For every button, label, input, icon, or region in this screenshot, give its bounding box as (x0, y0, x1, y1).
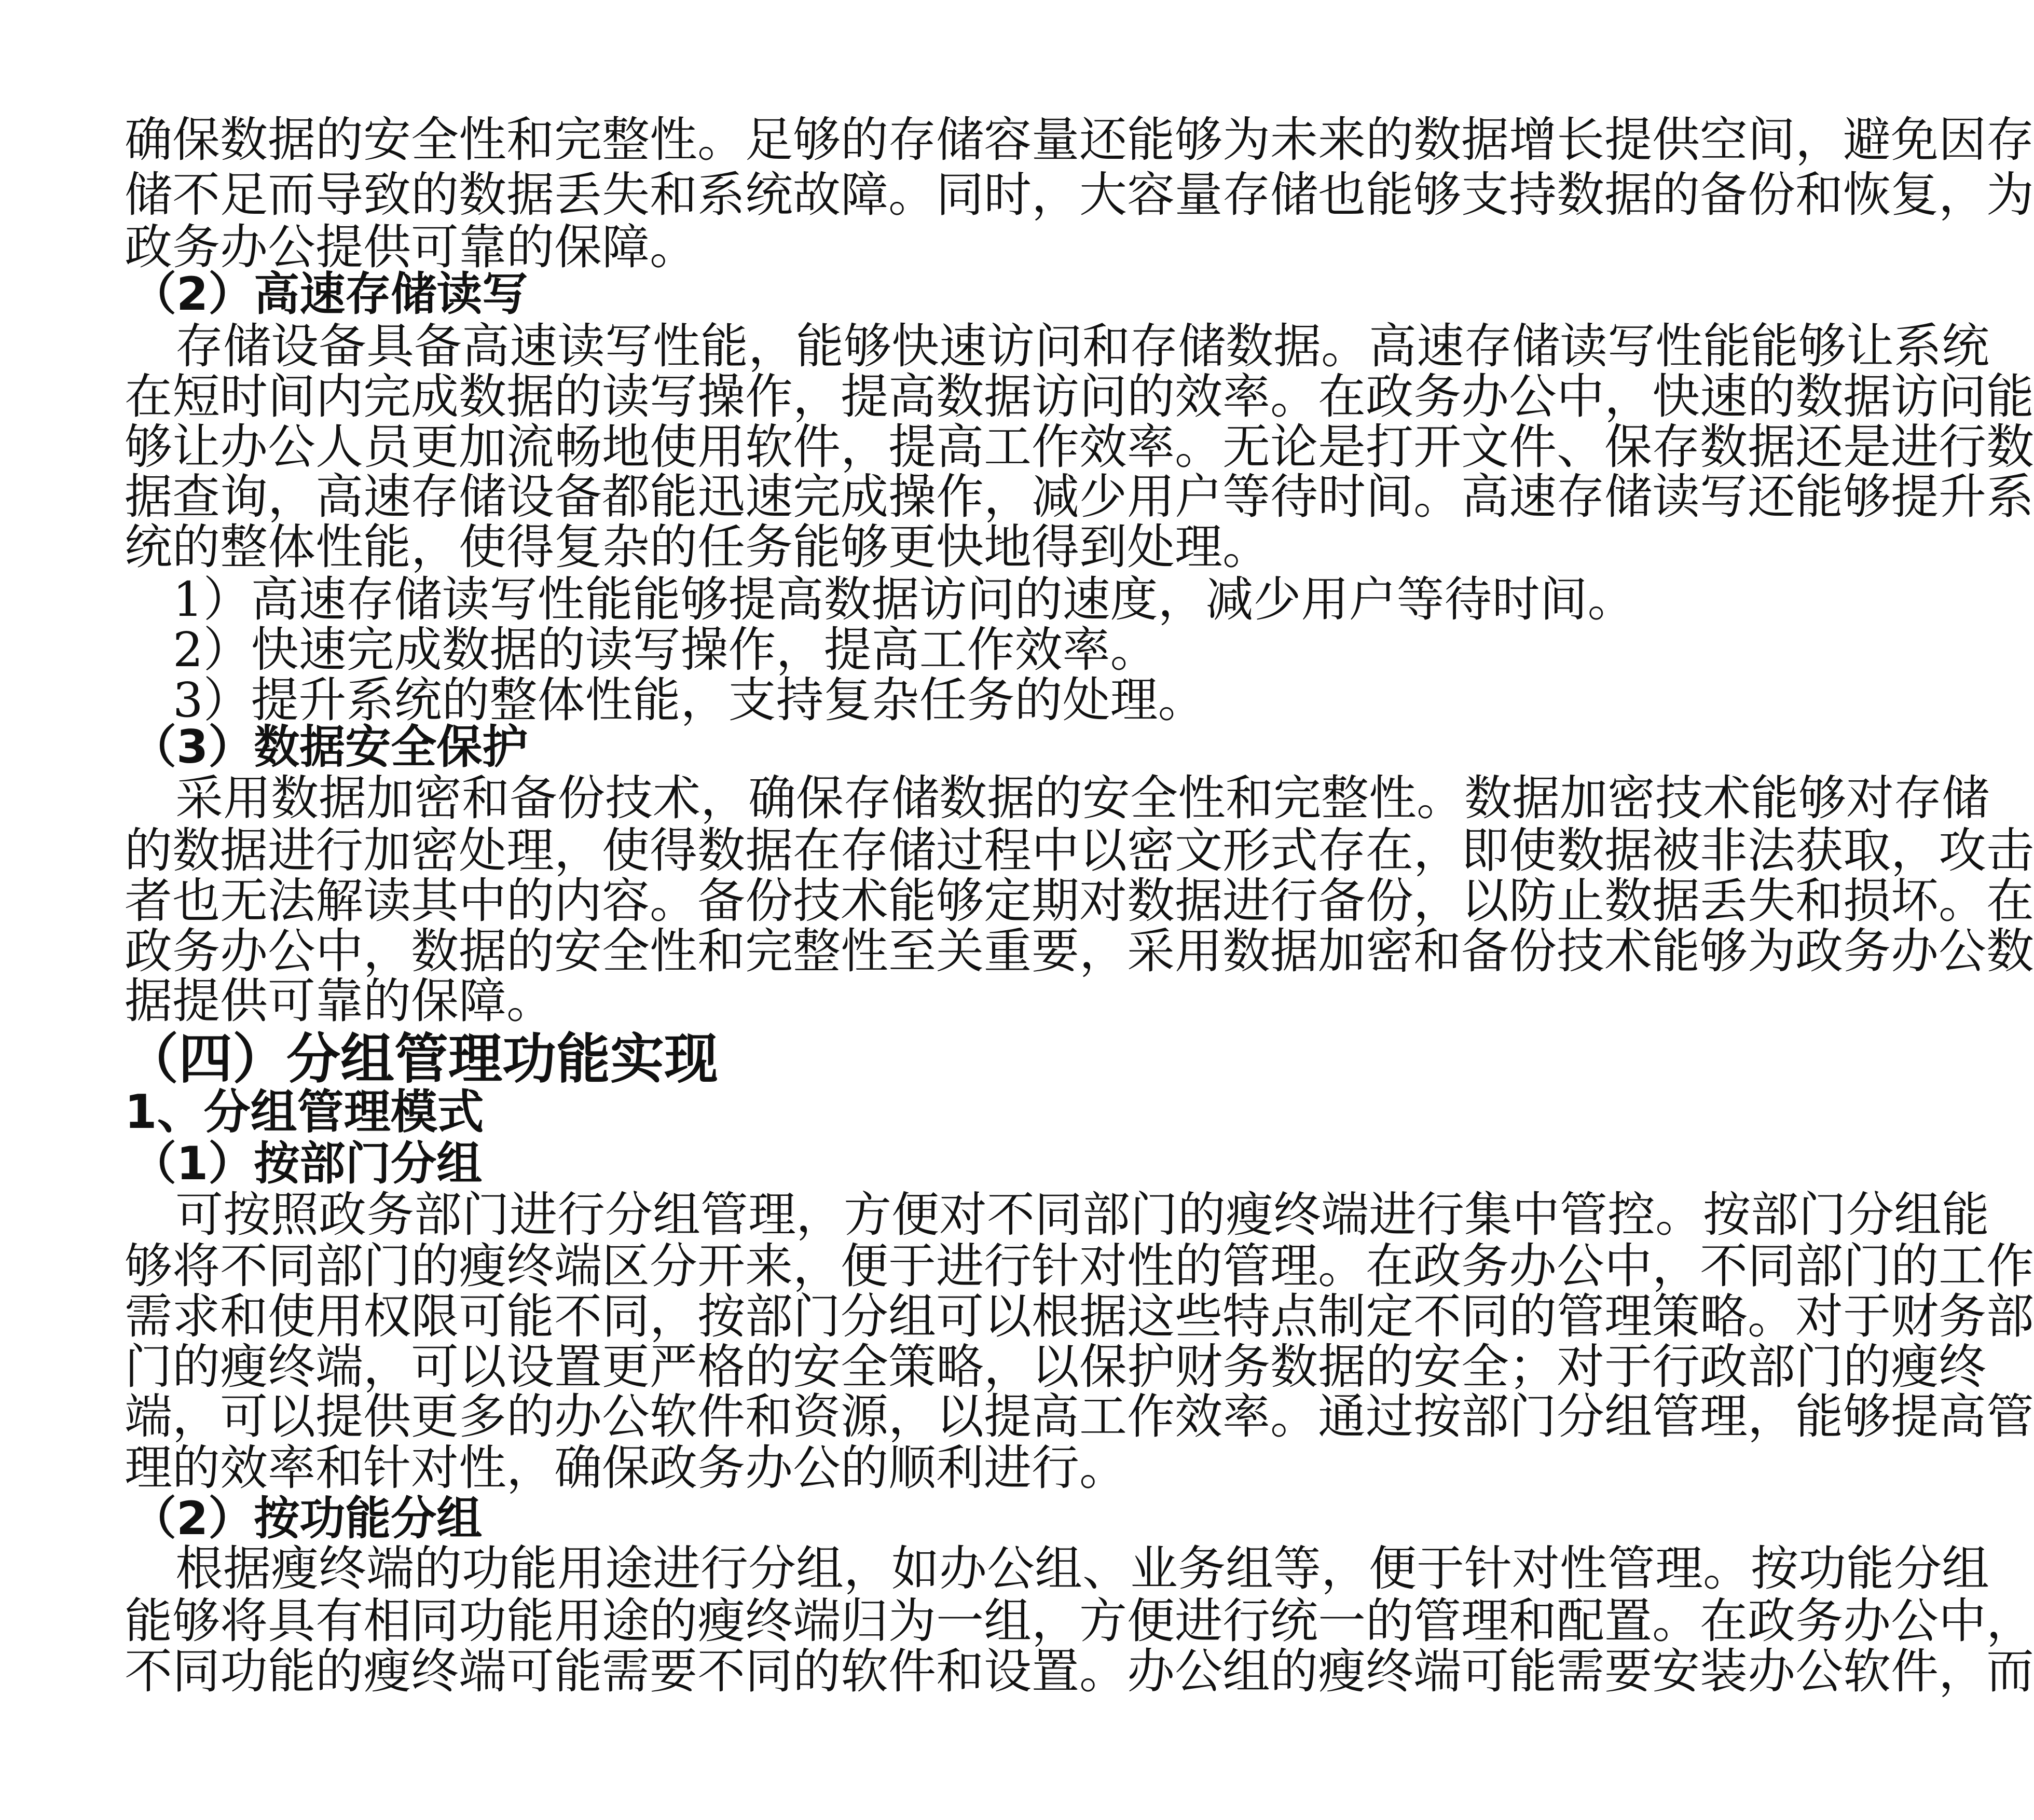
list-item: 1）高速存储读写性能能够提高数据访问的速度，减少用户等待时间。 (173, 572, 1636, 627)
paragraph-line: 确保数据的安全性和完整性。足够的存储容量还能够为未来的数据增长提供空间，避免因存 (125, 112, 2034, 168)
paragraph-line: 门的瘦终端，可以设置更严格的安全策略，以保护财务数据的安全；对于行政部门的瘦终 (125, 1339, 1987, 1395)
paragraph-line: 在短时间内完成数据的读写操作，提高数据访问的效率。在政务办公中，快速的数据访问能 (125, 369, 2034, 424)
paragraph-line: 可按照政务部门进行分组管理，方便对不同部门的瘦终端进行集中管控。按部门分组能 (175, 1187, 1990, 1243)
paragraph-line: 储不足而导致的数据丢失和系统故障。同时，大容量存储也能够支持数据的备份和恢复，为 (125, 167, 2034, 223)
subsection-heading: （1）按部门分组 (131, 1137, 483, 1190)
paragraph-line: 不同功能的瘦终端可能需要不同的软件和设置。办公组的瘦终端可能需要安装办公软件，而 (125, 1644, 2034, 1699)
subsection-heading: （3）数据安全保护 (131, 720, 528, 774)
subsection-heading: （2）高速存储读写 (131, 267, 528, 321)
paragraph-line: 端，可以提供更多的办公软件和资源，以提高工作效率。通过按部门分组管理，能够提高管 (125, 1389, 2034, 1444)
paragraph-line: 存储设备具备高速读写性能，能够快速访问和存储数据。高速存储读写性能能够让系统 (175, 319, 1990, 374)
paragraph-line: 够将不同部门的瘦终端区分开来，便于进行针对性的管理。在政务办公中，不同部门的工作 (125, 1238, 2034, 1294)
subsection-title: 1、分组管理模式 (125, 1085, 484, 1139)
paragraph-line: 需求和使用权限可能不同，按部门分组可以根据这些特点制定不同的管理策略。对于财务部 (125, 1289, 2034, 1344)
paragraph-line: 据提供可靠的保障。 (125, 973, 555, 1029)
subsection-heading: （2）按功能分组 (131, 1492, 483, 1545)
paragraph-line: 者也无法解读其中的内容。备份技术能够定期对数据进行备份，以防止数据丢失和损坏。在 (125, 873, 2034, 929)
section-heading: （四）分组管理功能实现 (125, 1027, 719, 1091)
paragraph-line: 的数据进行加密处理，使得数据在存储过程中以密文形式存在，即使数据被非法获取，攻击 (125, 823, 2034, 878)
list-item: 2）快速完成数据的读写操作，提高工作效率。 (173, 622, 1158, 678)
paragraph-line: 采用数据加密和备份技术，确保存储数据的安全性和完整性。数据加密技术能够对存储 (175, 770, 1990, 826)
paragraph-line: 够让办公人员更加流畅地使用软件，提高工作效率。无论是打开文件、保存数据还是进行数 (125, 419, 2034, 475)
paragraph-line: 根据瘦终端的功能用途进行分组，如办公组、业务组等，便于针对性管理。按功能分组 (175, 1541, 1990, 1596)
paragraph-line: 政务办公中，数据的安全性和完整性至关重要，采用数据加密和备份技术能够为政务办公数 (125, 923, 2034, 979)
paragraph-line: 理的效率和针对性，确保政务办公的顺利进行。 (125, 1440, 1128, 1496)
paragraph-line: 能够将具有相同功能用途的瘦终端归为一组，方便进行统一的管理和配置。在政务办公中， (125, 1593, 2034, 1649)
paragraph-line: 据查询，高速存储设备都能迅速完成操作，减少用户等待时间。高速存储读写还能够提升系 (125, 469, 2034, 525)
list-item: 3）提升系统的整体性能，支持复杂任务的处理。 (173, 672, 1206, 728)
paragraph-line: 统的整体性能，使得复杂的任务能够更快地得到处理。 (125, 519, 1271, 575)
paragraph-line: 政务办公提供可靠的保障。 (125, 219, 698, 275)
